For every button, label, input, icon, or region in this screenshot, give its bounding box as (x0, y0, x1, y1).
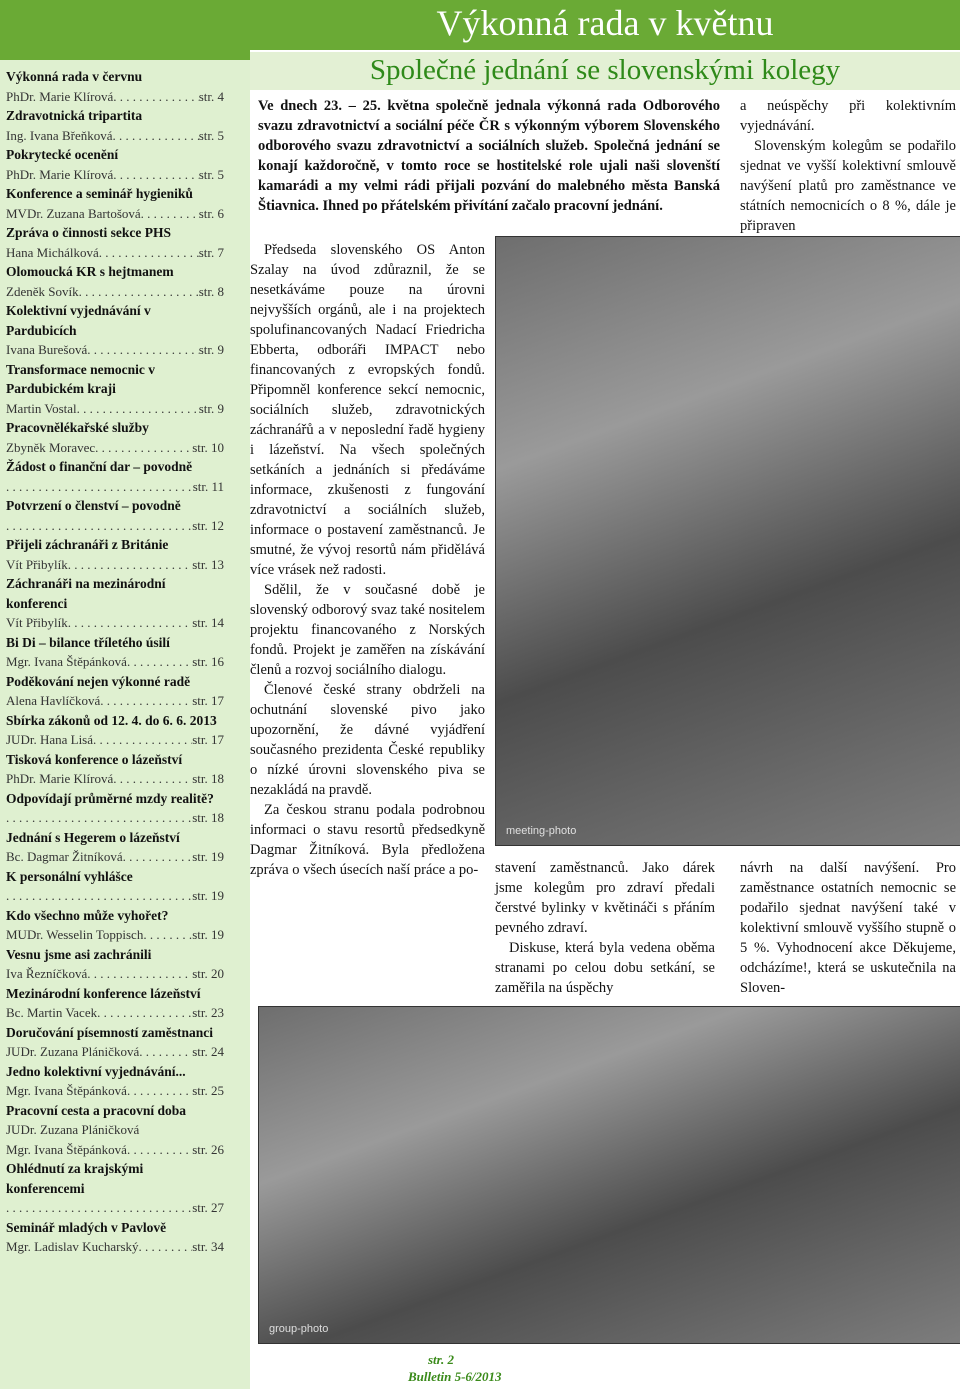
toc-item-page: str. 4 (198, 88, 224, 104)
toc-item[interactable] (6, 574, 224, 633)
toc-item[interactable] (6, 67, 224, 106)
toc-item[interactable] (6, 1101, 224, 1140)
toc-item-title: Kdo všechno může vyhořet? (6, 907, 169, 923)
toc-item-author: Mgr. Ivana Štěpánková (6, 654, 127, 669)
toc-leader-dots (6, 477, 193, 497)
toc-item[interactable] (6, 145, 224, 184)
toc-item[interactable] (6, 301, 224, 360)
toc-item-title: Doručování písemností zaměstnanci (6, 1024, 213, 1040)
toc-item-author: Hana Michálková (6, 244, 99, 260)
toc-item-author: PhDr. Marie Klírová (6, 166, 114, 182)
toc-leader-dots (68, 613, 192, 633)
toc-item-page: str. 5 (198, 166, 224, 182)
toc-item-meta (6, 204, 224, 224)
toc-item-meta (6, 340, 224, 360)
toc-item-meta (6, 847, 224, 867)
toc-item-title: Výkonná rada v červnu (6, 69, 143, 84)
toc-item-author: Vít Přibylík (6, 615, 68, 630)
toc-item-page: str. 20 (192, 966, 224, 981)
toc-item-page: str. 17 (192, 732, 224, 747)
toc-leader-dots (127, 1140, 192, 1160)
toc-item-meta (6, 691, 224, 711)
toc-item[interactable] (6, 1023, 224, 1062)
toc-item[interactable] (6, 360, 224, 419)
toc-item-page: str. 11 (192, 478, 224, 494)
toc-item-title: Přijeli záchranáři z Británie (6, 537, 169, 552)
toc-item-page: str. 18 (192, 810, 224, 825)
toc-item-meta (6, 165, 224, 185)
toc-leader-dots (93, 730, 192, 750)
toc-item-author: PhDr. Marie Klírová (6, 88, 114, 104)
toc-item-meta (6, 769, 224, 789)
toc-item[interactable] (6, 828, 224, 867)
toc-item-author: Iva Řezníčková (6, 966, 88, 981)
toc-leader-dots (68, 555, 192, 575)
toc-item-page: str. 5 (198, 127, 224, 143)
toc-leader-dots (139, 1042, 192, 1062)
toc-item-title: Odpovídají průměrné mzdy realitě? (6, 790, 214, 806)
right-top-paragraph-2: Slovenským kolegům se podařilo sjednat ve vyšší kolektivní smlouvě navýšení platů pro zaměstnance ve státních nemocnicích o 8 %, dále je připraven (740, 138, 956, 234)
toc-item-author: MUDr. Wesselin Toppisch (6, 927, 144, 942)
toc-item-page: str. 18 (192, 771, 224, 786)
toc-item-author: Bc. Martin Vacek (6, 1005, 98, 1020)
toc-item-author: JUDr. Hana Lisá (6, 732, 94, 747)
toc-leader-dots (141, 204, 199, 224)
toc-item-page: str. 12 (192, 517, 224, 533)
toc-item[interactable] (6, 1218, 224, 1257)
toc-header-bar (0, 0, 250, 60)
toc-item-title: Bi Di – bilance tříletého úsilí (6, 634, 170, 650)
toc-item-author: MVDr. Zuzana Bartošová (6, 205, 141, 221)
toc-item-meta (6, 652, 224, 672)
toc-item-page: str. 9 (198, 342, 224, 357)
toc-item-page: str. 16 (192, 654, 224, 669)
right-top-paragraph-1: a neúspěchy při kolektivním vyjednávání. (740, 98, 956, 134)
toc-leader-dots (113, 165, 198, 185)
toc-item-page: str. 13 (192, 556, 224, 572)
toc-item-title: Pracovní cesta a pracovní doba (6, 1102, 186, 1118)
right-top-text (740, 96, 956, 236)
toc-item[interactable] (6, 262, 224, 301)
toc-item-title: K personální vyhlášce (6, 868, 133, 884)
toc-item-meta (6, 1042, 224, 1062)
toc-item-title: Konference a seminář hygieniků (6, 186, 193, 201)
article-lead: Ve dnech 23. – 25. května společně jednala výkonná rada Odborového svazu zdravotnictví a sociální péče ČR s výkonným výborem Slovenského odborového svazu zdravotnictví a sociálních služeb. Společná jednání se konají každoročně, v tomto roce se hostitelské role ujali naši slovenští kamarádi a my velmi rádi přijali pozvání do malebného města Banská Štiavnica. Ihned po přátelském přivítání začalo pracovní jednání. (258, 98, 720, 214)
toc-item-page: str. 27 (192, 1200, 224, 1215)
toc-item-title: Mezinárodní konference lázeňství (6, 985, 201, 1001)
toc-item-title: Seminář mladých v Pavlově (6, 1219, 167, 1235)
article-column-1 (250, 240, 485, 880)
toc-item-title: Záchranáři na mezinárodní konferenci (6, 576, 166, 611)
toc-item-page: str. 26 (192, 1141, 224, 1157)
toc-item-meta (6, 613, 224, 633)
toc-leader-dots (6, 1198, 192, 1218)
toc-item-author: Vít Přibylík (6, 556, 68, 572)
column-3-paragraph-1: návrh na další navýšení. Pro zaměstnance ostatních nemocnic se podařilo sjednat navýšení také v kolektivní smlouvě vyššího stupně o 5 %. Vyhodnocení akce Děkujeme, odcházíme!, která se uskutečnila na Sloven- (740, 860, 956, 996)
toc-item-title: Vesnu jsme asi zachránili (6, 946, 152, 962)
photo-caption: meeting-photo (506, 825, 577, 837)
group-photo (258, 1006, 960, 1344)
toc-leader-dots (87, 964, 192, 984)
toc-leader-dots (143, 925, 192, 945)
toc-leader-dots (113, 126, 199, 146)
toc-item[interactable] (6, 789, 224, 828)
toc-item-meta (6, 126, 224, 146)
toc-leader-dots (87, 340, 198, 360)
toc-item-meta (6, 1140, 224, 1160)
toc-item-author: Ing. Ivana Břeňková (6, 127, 113, 143)
toc-leader-dots (97, 1003, 192, 1023)
toc-item-meta (6, 1198, 224, 1218)
toc-item-author: PhDr. Marie Klírová (6, 771, 114, 786)
toc-leader-dots (99, 243, 199, 263)
toc-item-title: Transformace nemocnic v Pardubickém kraji (6, 361, 155, 396)
page-subtitle: Společné jednání se slovenskými kolegy (369, 54, 841, 86)
toc-item-page: str. 24 (192, 1044, 224, 1059)
bulletin-label: Bulletin 5-6/2013 (408, 1369, 502, 1384)
toc-item-title: Ohlédnutí za krajskými konferencemi (6, 1161, 144, 1196)
toc-item[interactable] (6, 1062, 224, 1101)
toc-leader-dots (79, 282, 199, 302)
toc-leader-dots (127, 652, 192, 672)
toc-item-author: Zdeněk Sovík (6, 283, 79, 299)
toc-item-title: Poděkování nejen výkonné radě (6, 673, 191, 689)
toc-leader-dots (123, 847, 193, 867)
toc-item[interactable] (6, 984, 224, 1023)
toc-item-meta (6, 282, 224, 302)
toc-item-author: Mgr. Ivana Štěpánková (6, 1083, 127, 1098)
toc-item-title: Zdravotnická tripartita (6, 108, 143, 123)
toc-item-title: Olomoucká KR s hejtmanem (6, 264, 174, 279)
toc-item-meta (6, 886, 224, 906)
toc-item-title: Pracovnělékařské služby (6, 420, 149, 435)
toc-item-meta (6, 730, 224, 750)
toc-item-meta (6, 1120, 224, 1140)
toc-item[interactable] (6, 1140, 224, 1160)
toc-item[interactable] (6, 750, 224, 789)
toc-item-meta (6, 808, 224, 828)
article-column-3 (740, 858, 956, 998)
column-1-paragraph-3: Členové české strany obdrželi na ochutnání slovenské pivo jako upozornění, že dávné vyjádření současného prezidenta České republiky o nízké úrovni slovenského piva se nezakládá na pravdě. (250, 682, 485, 798)
meeting-photo (495, 236, 960, 846)
toc-item-page: str. 23 (192, 1005, 224, 1020)
toc-item[interactable] (6, 418, 224, 457)
toc-item[interactable] (6, 633, 224, 672)
toc-item-title: Žádost o finanční dar – povodně (6, 459, 193, 474)
toc-leader-dots (113, 87, 198, 107)
toc-item-author: Mgr. Ladislav Kucharský (6, 1239, 139, 1254)
toc-item-page: str. 17 (192, 693, 224, 708)
toc-leader-dots (6, 808, 192, 828)
toc-item[interactable] (6, 184, 224, 223)
toc-item[interactable] (6, 106, 224, 145)
toc-item-author: JUDr. Zuzana Pláničková (6, 1044, 140, 1059)
toc-item-title: Zpráva o činnosti sekce PHS (6, 225, 172, 240)
toc-item-meta (6, 87, 224, 107)
toc-item-page: str. 34 (192, 1239, 224, 1254)
toc-item-author: Zbyněk Moravec (6, 439, 96, 455)
toc-item-title: Kolektivní vyjednávání v Pardubicích (6, 303, 151, 338)
toc-item[interactable] (6, 496, 224, 535)
toc-item-page: str. 6 (198, 205, 224, 221)
toc-item-title: Jedno kolektivní vyjednávání... (6, 1063, 186, 1079)
toc-item-meta (6, 477, 224, 497)
column-2-paragraph-2: Diskuse, která byla vedena oběma stranami po celou dobu setkání, se zaměřila na úspěchy (495, 940, 715, 996)
toc-item[interactable] (6, 906, 224, 945)
column-2-paragraph-1: stavení zaměstnanců. Jako dárek jsme kolegům pro zdraví předali čerstvé bylinky v květináči s přáním pevného zdraví. (495, 860, 715, 936)
toc-item-meta (6, 1003, 224, 1023)
toc-leader-dots (6, 886, 192, 906)
toc-item-meta (6, 925, 224, 945)
toc-item-title: Tisková konference o lázeňství (6, 751, 183, 767)
toc-item-meta (6, 1237, 224, 1257)
toc-leader-dots (100, 691, 192, 711)
toc-leader-dots (6, 516, 192, 536)
toc-item[interactable] (6, 223, 224, 262)
toc-item[interactable] (6, 945, 224, 984)
toc-item-author: Ivana Burešová (6, 342, 88, 357)
toc-item-meta (6, 399, 224, 419)
toc-item-title: Potvrzení o členství – povodně (6, 498, 181, 513)
toc-item-page: str. 8 (198, 283, 224, 299)
toc-item-page: str. 7 (198, 244, 224, 260)
toc-item-meta (6, 1081, 224, 1101)
toc-item-meta (6, 438, 224, 458)
toc-item-author: Mgr. Ivana Štěpánková (6, 1141, 127, 1157)
page-number: str. 2 (428, 1352, 455, 1367)
column-1-paragraph-4: Za českou stranu podala podrobnou informaci o stavu resortů předsedkyně Dagmar Žitníková. Byla předložena zpráva o všech úsecích naší práce a po- (250, 802, 485, 878)
toc-leader-dots (95, 438, 192, 458)
toc-item-page: str. 19 (192, 849, 224, 864)
column-1-paragraph-1: Předseda slovenského OS Anton Szalay na úvod zdůraznil, že se nesetkáváme pouze na úrovni nejvyšších orgánů, ale i na projektech spolufinancovaných Nadací Friedricha Ebberta, odboráři IMPACT nebo financovaných z evropských fondů. Připomněl konference sekcí nemocnic, sociálních služeb, zdravotnických záchranářů a v neposlední řadě hygieny i lázeňství. Na všech společných setkáních a jednáních si předáváme informace, zkušenosti z fungování zdravotnictví a sociálních služeb, informace o postavení zaměstnanců. Je smutné, že vývoj resortů nám přidělává více vrásek než radosti. (250, 242, 485, 578)
toc-item[interactable] (6, 457, 224, 496)
toc-leader-dots (139, 1237, 193, 1257)
toc-item-meta (6, 243, 224, 263)
toc-item[interactable] (6, 867, 224, 906)
toc-item-page: str. 10 (192, 439, 224, 455)
toc-leader-dots (127, 1081, 192, 1101)
toc-item-page: str. 19 (192, 927, 224, 942)
group-photo-caption: group-photo (269, 1323, 329, 1335)
toc-item-title: Sbírka zákonů od 12. 4. do 6. 6. 2013 (6, 712, 217, 728)
page-title: Výkonná rada v květnu (436, 3, 774, 43)
toc-item-page: str. 19 (192, 888, 224, 903)
toc-item[interactable] (6, 711, 224, 750)
toc-item[interactable] (6, 672, 224, 711)
toc-item-title: Jednání s Hegerem o lázeňství (6, 829, 180, 845)
toc-item-page: str. 25 (192, 1083, 224, 1098)
toc-item-author: JUDr. Zuzana Pláničková (6, 1122, 140, 1137)
toc-item-page: str. 14 (192, 615, 224, 630)
toc-leader-dots (113, 769, 192, 789)
column-1-paragraph-2: Sdělil, že v současné době je slovenský odborový svaz také nositelem projektu financovaného z Norských fondů. Projekt je zaměřen na získávání členů a rozvoj sociálního dialogu. (250, 582, 485, 678)
toc-item-page: str. 9 (198, 400, 224, 416)
toc-item-author: Alena Havlíčková (6, 693, 101, 708)
toc-item-meta (6, 555, 224, 575)
toc-list (6, 67, 224, 1257)
toc-item-author: Martin Vostal (6, 400, 77, 416)
toc-item-meta (6, 964, 224, 984)
toc-item-author: Bc. Dagmar Žitníková (6, 849, 123, 864)
toc-item[interactable] (6, 535, 224, 574)
toc-item-title: Pokrytecké ocenění (6, 147, 119, 162)
article-column-2 (495, 858, 715, 998)
toc-item[interactable] (6, 1159, 224, 1218)
toc-item-meta (6, 516, 224, 536)
toc-leader-dots (77, 399, 199, 419)
